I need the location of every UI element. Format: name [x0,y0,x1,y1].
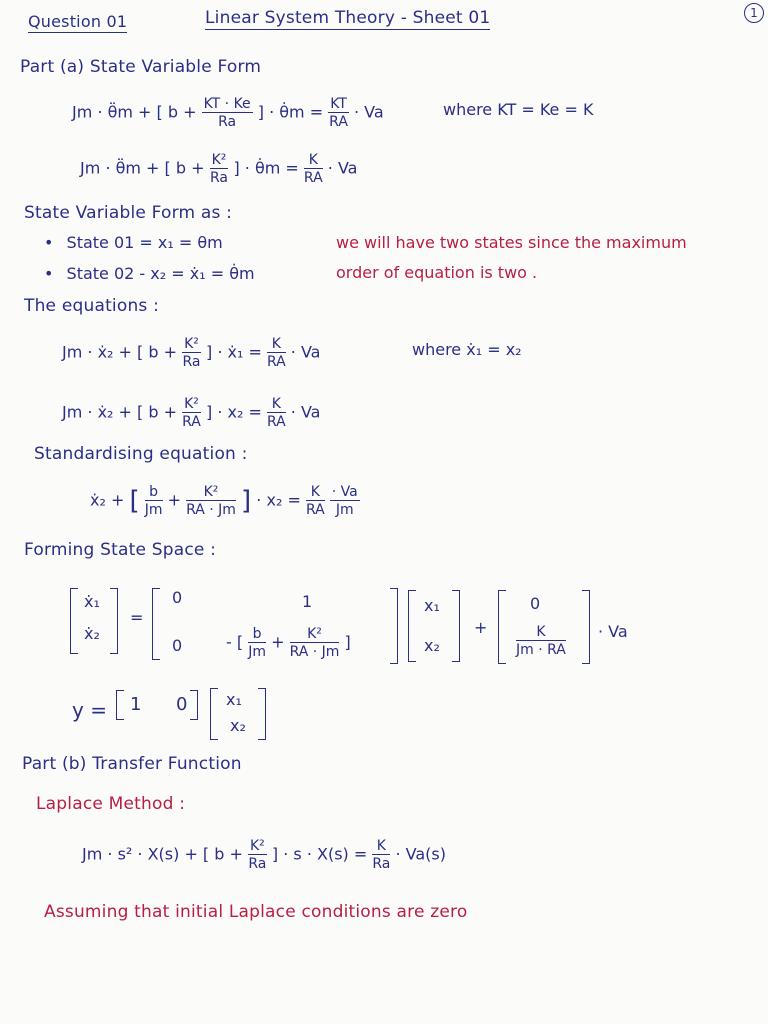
eq6-rhs-den: Ra [372,856,391,872]
state-1-text: State 01 = x₁ = θm [66,233,223,252]
b-bracket-right [582,590,590,664]
output-y: y = [72,698,107,722]
eq5-left: ẋ₂ + [90,490,130,510]
eq4-left: Jm · ẋ₂ + [ b + [62,402,183,422]
eq2-frac-num: K² [211,152,227,168]
red-note-line-1: we will have two states since the maximum [336,233,687,252]
eq4-frac-num: K² [184,396,199,412]
equation-2 [80,152,357,186]
equation-4 [62,396,320,430]
eq5-r2-num: · Va [331,484,358,500]
lhs-bracket-right [110,588,118,654]
x-bracket-right [452,590,460,662]
eq4-mid: ] · x₂ = [205,402,267,422]
state-2-text: State 02 - x₂ = ẋ₁ = θ̇m [66,264,255,283]
c-bracket-left [116,690,124,720]
matrix-tail: · Va [598,622,628,641]
equation-6 [82,838,446,872]
eq6-frac-den: Ra [248,856,267,872]
eq6-mid: ] · s · X(s) = [271,844,373,864]
c-bracket-right [190,690,198,720]
eq2-rhs-den: RA [303,170,323,186]
eq1-rhs-tail: · Va [353,102,384,122]
eq6-rhs-tail: · Va(s) [395,844,446,864]
eq3-left: Jm · ẋ₂ + [ b + [62,342,183,362]
eq4-rhs-den: RA [266,414,286,430]
eq5-plus: + [167,490,181,510]
eq2-frac-den: Ra [209,170,228,186]
eq1-frac-den: Ra [218,114,237,130]
eq5-f2-num: K² [186,484,236,501]
page-number: 1 [744,3,764,23]
a21: 0 [172,636,183,655]
b-bottom-num: K [516,624,566,641]
eq5-f1-num: b [145,484,163,501]
eq5-r1-den: RA [305,502,325,518]
sheet-title: Linear System Theory - Sheet 01 [205,8,491,28]
a22-f1-num: b [248,626,266,643]
eq6-left: Jm · s² · X(s) + [ b + [82,844,248,864]
a22-prefix: - [ [226,632,244,652]
b-bottom-den: Jm · RA [516,642,566,658]
equation-3 [62,336,320,370]
standardising-heading: Standardising equation : [34,444,248,464]
x-bracket-left [408,590,416,662]
eq6-frac-num: K² [250,838,265,854]
matrix-plus: + [474,618,488,637]
eq4-rhs-num: K [267,396,286,413]
y-x-bottom: x₂ [230,716,246,735]
eq3-note: where ẋ₁ = x₂ [412,340,522,359]
a-bracket-right [390,588,398,664]
x-bottom: x₂ [424,636,440,655]
y-x-bracket-right [258,688,266,740]
equation-1 [72,96,384,130]
a12: 1 [302,592,313,611]
c2: 0 [176,694,188,715]
eq1-rhs-num: KT [330,96,347,112]
eq4-frac-den: RA [182,414,201,430]
c1: 1 [130,694,142,715]
question-label: Question 01 [28,12,128,31]
bullet-icon: • [44,264,54,283]
eq5-r2-den: Jm [335,502,354,518]
eq5-mid: · x₂ = [256,490,306,510]
eq1-left: Jm · θ̈m + [ b + [72,102,202,122]
bullet-icon: • [44,233,54,252]
state-1-item [44,233,223,252]
b-top: 0 [530,594,541,613]
assumption-note: Assuming that initial Laplace conditions are zero [44,902,468,922]
y-x-top: x₁ [226,690,242,709]
lhs-top: ẋ₁ [84,592,100,611]
eq5-f2-den: RA · Jm [186,502,236,518]
b-bottom [516,624,566,658]
y-x-bracket-left [210,688,218,740]
eq5-r1-num: K [306,484,325,501]
a22-f2-den: RA · Jm [289,644,340,660]
matrix-equals: = [130,608,144,627]
red-note-line-2: order of equation is two . [336,263,538,282]
eq1-frac-num: KT · Ke [203,96,251,112]
a-bracket-left [152,588,160,660]
a22-f1-den: Jm [248,644,266,660]
eq2-rhs-tail: · Va [327,158,358,178]
eq3-rhs-den: RA [266,354,286,370]
eq1-rhs-den: RA [329,114,348,130]
eq3-mid: ] · ẋ₁ = [205,342,267,362]
state-2-item [44,264,255,283]
equation-5: ẋ₂ + [ $\frac{b}{Jm}$ + $\frac{\text{K²}}{RA \cdot Jm}$ ] · x₂ = $\frac{K}{RA}$ $\frac{\cdot Va}{Jm}$ [90,484,358,518]
part-a-heading: Part (a) State Variable Form [20,57,262,77]
eq5-f1-den: Jm [144,502,163,518]
a22-suffix: ] [344,632,351,652]
eq1-note: where KT = Ke = K [443,100,594,119]
eq6-rhs-num: K [372,838,390,855]
b-bracket-left [498,590,506,664]
state-space-heading: Forming State Space : [24,540,217,560]
lhs-bracket-left [70,588,78,654]
part-b-heading: Part (b) Transfer Function [22,754,242,774]
eq4-rhs-tail: · Va [290,402,321,422]
eq3-frac-num: K² [184,336,199,352]
eq2-mid: ] · θ̇m = [233,158,304,178]
eq3-rhs-tail: · Va [290,342,321,362]
eq2-rhs-num: K [304,152,323,169]
state-variable-heading: State Variable Form as : [24,203,233,223]
eq3-rhs-num: K [267,336,286,353]
x-top: x₁ [424,596,440,615]
a11: 0 [172,588,183,607]
lhs-bottom: ẋ₂ [84,624,100,643]
a22-f2-num: K² [290,626,340,643]
laplace-heading: Laplace Method : [36,794,186,814]
eq3-frac-den: Ra [182,354,201,370]
equations-heading: The equations : [24,296,160,316]
a22 [226,626,351,660]
a22-plus: + [271,632,285,652]
eq1-mid: ] · θ̇m = [257,102,329,122]
eq2-left: Jm · θ̈m + [ b + [80,158,210,178]
